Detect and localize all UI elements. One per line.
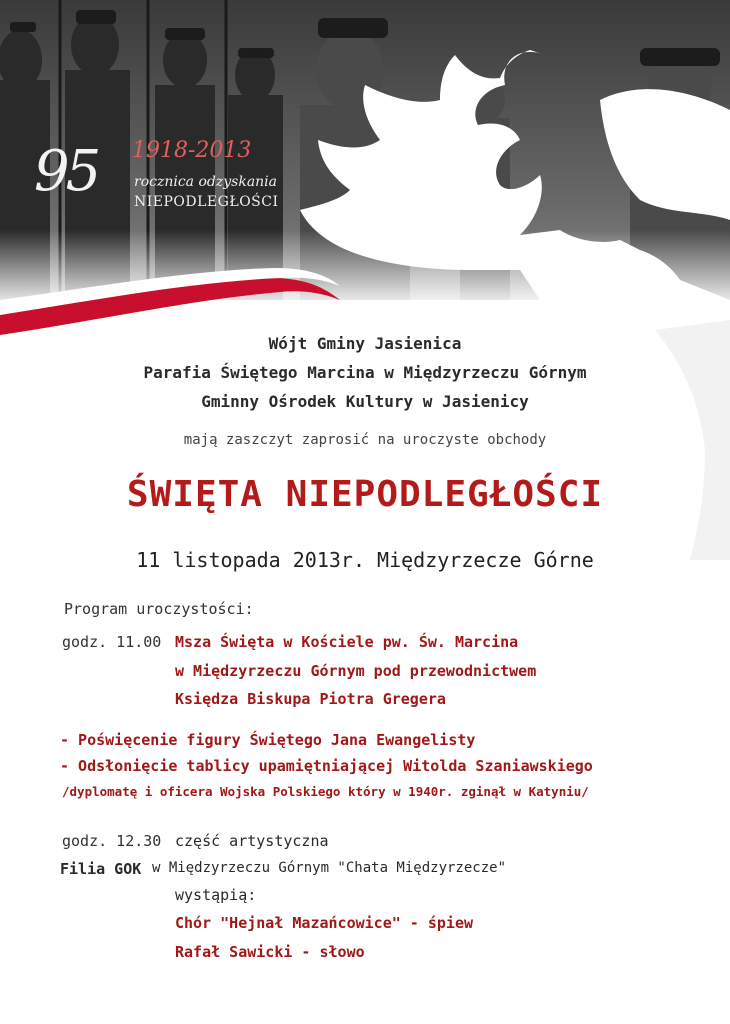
art-time: godz. 12.30 (62, 832, 162, 850)
anniversary-line-2: NIEPODLEGŁOŚCI (134, 194, 279, 210)
event-title: ŚWIĘTA NIEPODLEGŁOŚCI (126, 474, 604, 515)
anniversary-number: 95 (34, 139, 98, 204)
invitation-text: mają zaszczyt zaprosić na uroczyste obchody (183, 432, 547, 448)
event-1: - Poświęcenie figury Świętego Jana Ewangelisty (60, 731, 476, 749)
flag-ribbon (0, 260, 360, 340)
event-2: - Odsłonięcie tablicy upamiętniającej Witolda Szaniawskiego (60, 757, 593, 775)
organizer-1: Wójt Gminy Jasienica (268, 334, 462, 353)
mass-line-3: Księdza Biskupa Piotra Gregera (175, 690, 446, 708)
program-heading: Program uroczystości: (64, 600, 254, 618)
mass-line-1: Msza Święta w Kościele pw. Św. Marcina (175, 633, 519, 651)
performer-2: Rafał Sawicki - słowo (175, 943, 365, 961)
organizer-3: Gminny Ośrodek Kultury w Jasienicy (201, 392, 529, 411)
event-note: /dyplomatę i oficera Wojska Polskiego który w 1940r. zginął w Katyniu/ (62, 784, 589, 799)
anniversary-line-1: rocznica odzyskania (134, 174, 278, 190)
performers-label: wystąpią: (175, 886, 257, 904)
mass-time: godz. 11.00 (62, 633, 162, 651)
organizer-2: Parafia Świętego Marcina w Międzyrzeczu Górnym (143, 363, 587, 382)
performer-1: Chór "Hejnał Mazańcowice" - śpiew (175, 914, 474, 932)
date-place: 11 listopada 2013r. Międzyrzecze Górne (136, 548, 594, 572)
anniversary-badge (34, 140, 364, 220)
anniversary-years: 1918-2013 (132, 138, 252, 163)
venue-bold: Filia GOK (60, 860, 142, 878)
venue-rest: w Międzyrzeczu Górnym "Chata Międzyrzecze" (152, 860, 507, 876)
mass-line-2: w Międzyrzeczu Górnym pod przewodnictwem (175, 662, 537, 680)
art-label: część artystyczna (175, 832, 329, 850)
